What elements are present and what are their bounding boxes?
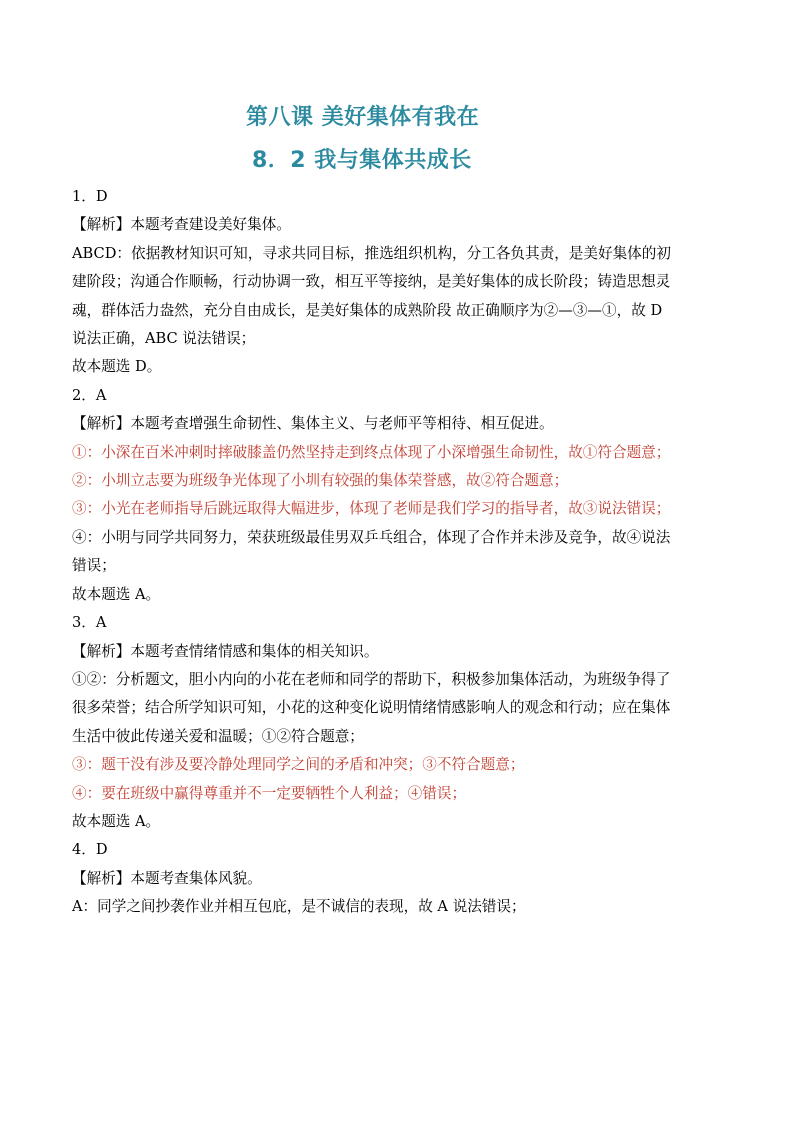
conclusion-line: 故本题选 D。 [72, 358, 162, 376]
analysis-line: 【解析】本题考查情绪情感和集体的相关知识。 [72, 642, 379, 660]
answer-number: 1．D [72, 188, 108, 205]
option-explanation-line: ④：小明与同学共同努力，荣获班级最佳男双乒乓组合，体现了合作并未涉及竞争，故④说法 [72, 528, 671, 546]
option-explanation-line: 生活中彼此传递关爱和温暖；①②符合题意； [72, 727, 364, 745]
analysis-line: 【解析】本题考查建设美好集体。 [72, 216, 291, 234]
option-explanation-line: 错误； [72, 557, 116, 575]
conclusion-line: 故本题选 A。 [72, 812, 161, 830]
option-explanation-line: ②：小圳立志要为班级争光体现了小圳有较强的集体荣誉感，故②符合题意； [72, 472, 569, 490]
option-explanation-line: 很多荣誉；结合所学知识可知，小花的这种变化说明情绪情感影响人的观念和行动；应在集体 [72, 699, 671, 717]
conclusion-line: 故本题选 A。 [72, 585, 161, 603]
lesson-title: 第八课 美好集体有我在 [246, 105, 480, 130]
explanation-line: 说法正确，ABC 说法错误； [72, 330, 256, 348]
analysis-line: 【解析】本题考查增强生命韧性、集体主义、与老师平等相待、相互促进。 [72, 415, 554, 433]
option-explanation-line: A：同学之间抄袭作业并相互包庇，是不诚信的表现，故 A 说法错误； [72, 898, 526, 916]
option-explanation-line: ①②：分析题文，胆小内向的小花在老师和同学的帮助下，积极参加集体活动，为班级争得了 [72, 670, 671, 688]
answer-body [72, 183, 724, 922]
explanation-line: 魂，群体活力盎然，充分自由成长，是美好集体的成熟阶段 故正确顺序为②—③—①，故 D [72, 301, 663, 319]
analysis-line: 【解析】本题考查集体风貌。 [72, 869, 262, 887]
explanation-line: ABCD：依据教材知识可知，寻求共同目标，推选组织机构，分工各负其责，是美好集体的初 [72, 244, 671, 262]
option-explanation-line: ③：题干没有涉及要冷静处理同学之间的矛盾和冲突；③不符合题意； [72, 756, 525, 774]
option-explanation-line: ③：小光在老师指导后跳远取得大幅进步，体现了老师是我们学习的指导者，故③说法错误； [72, 500, 671, 518]
option-explanation-line: ①：小深在百米冲刺时摔破膝盖仍然坚持走到终点体现了小深增强生命韧性，故①符合题意； [72, 443, 671, 461]
section-subtitle: 8．2 我与集体共成长 [252, 148, 472, 173]
answer-number: 4．D [72, 841, 108, 859]
answer-number: 2．A [72, 386, 107, 404]
answer-number: 3．A [72, 614, 107, 632]
explanation-line: 建阶段；沟通合作顺畅，行动协调一致，相互平等接纳，是美好集体的成长阶段；铸造思想灵 [72, 273, 671, 291]
option-explanation-line: ④：要在班级中赢得尊重并不一定要牺牲个人利益；④错误； [72, 784, 467, 802]
